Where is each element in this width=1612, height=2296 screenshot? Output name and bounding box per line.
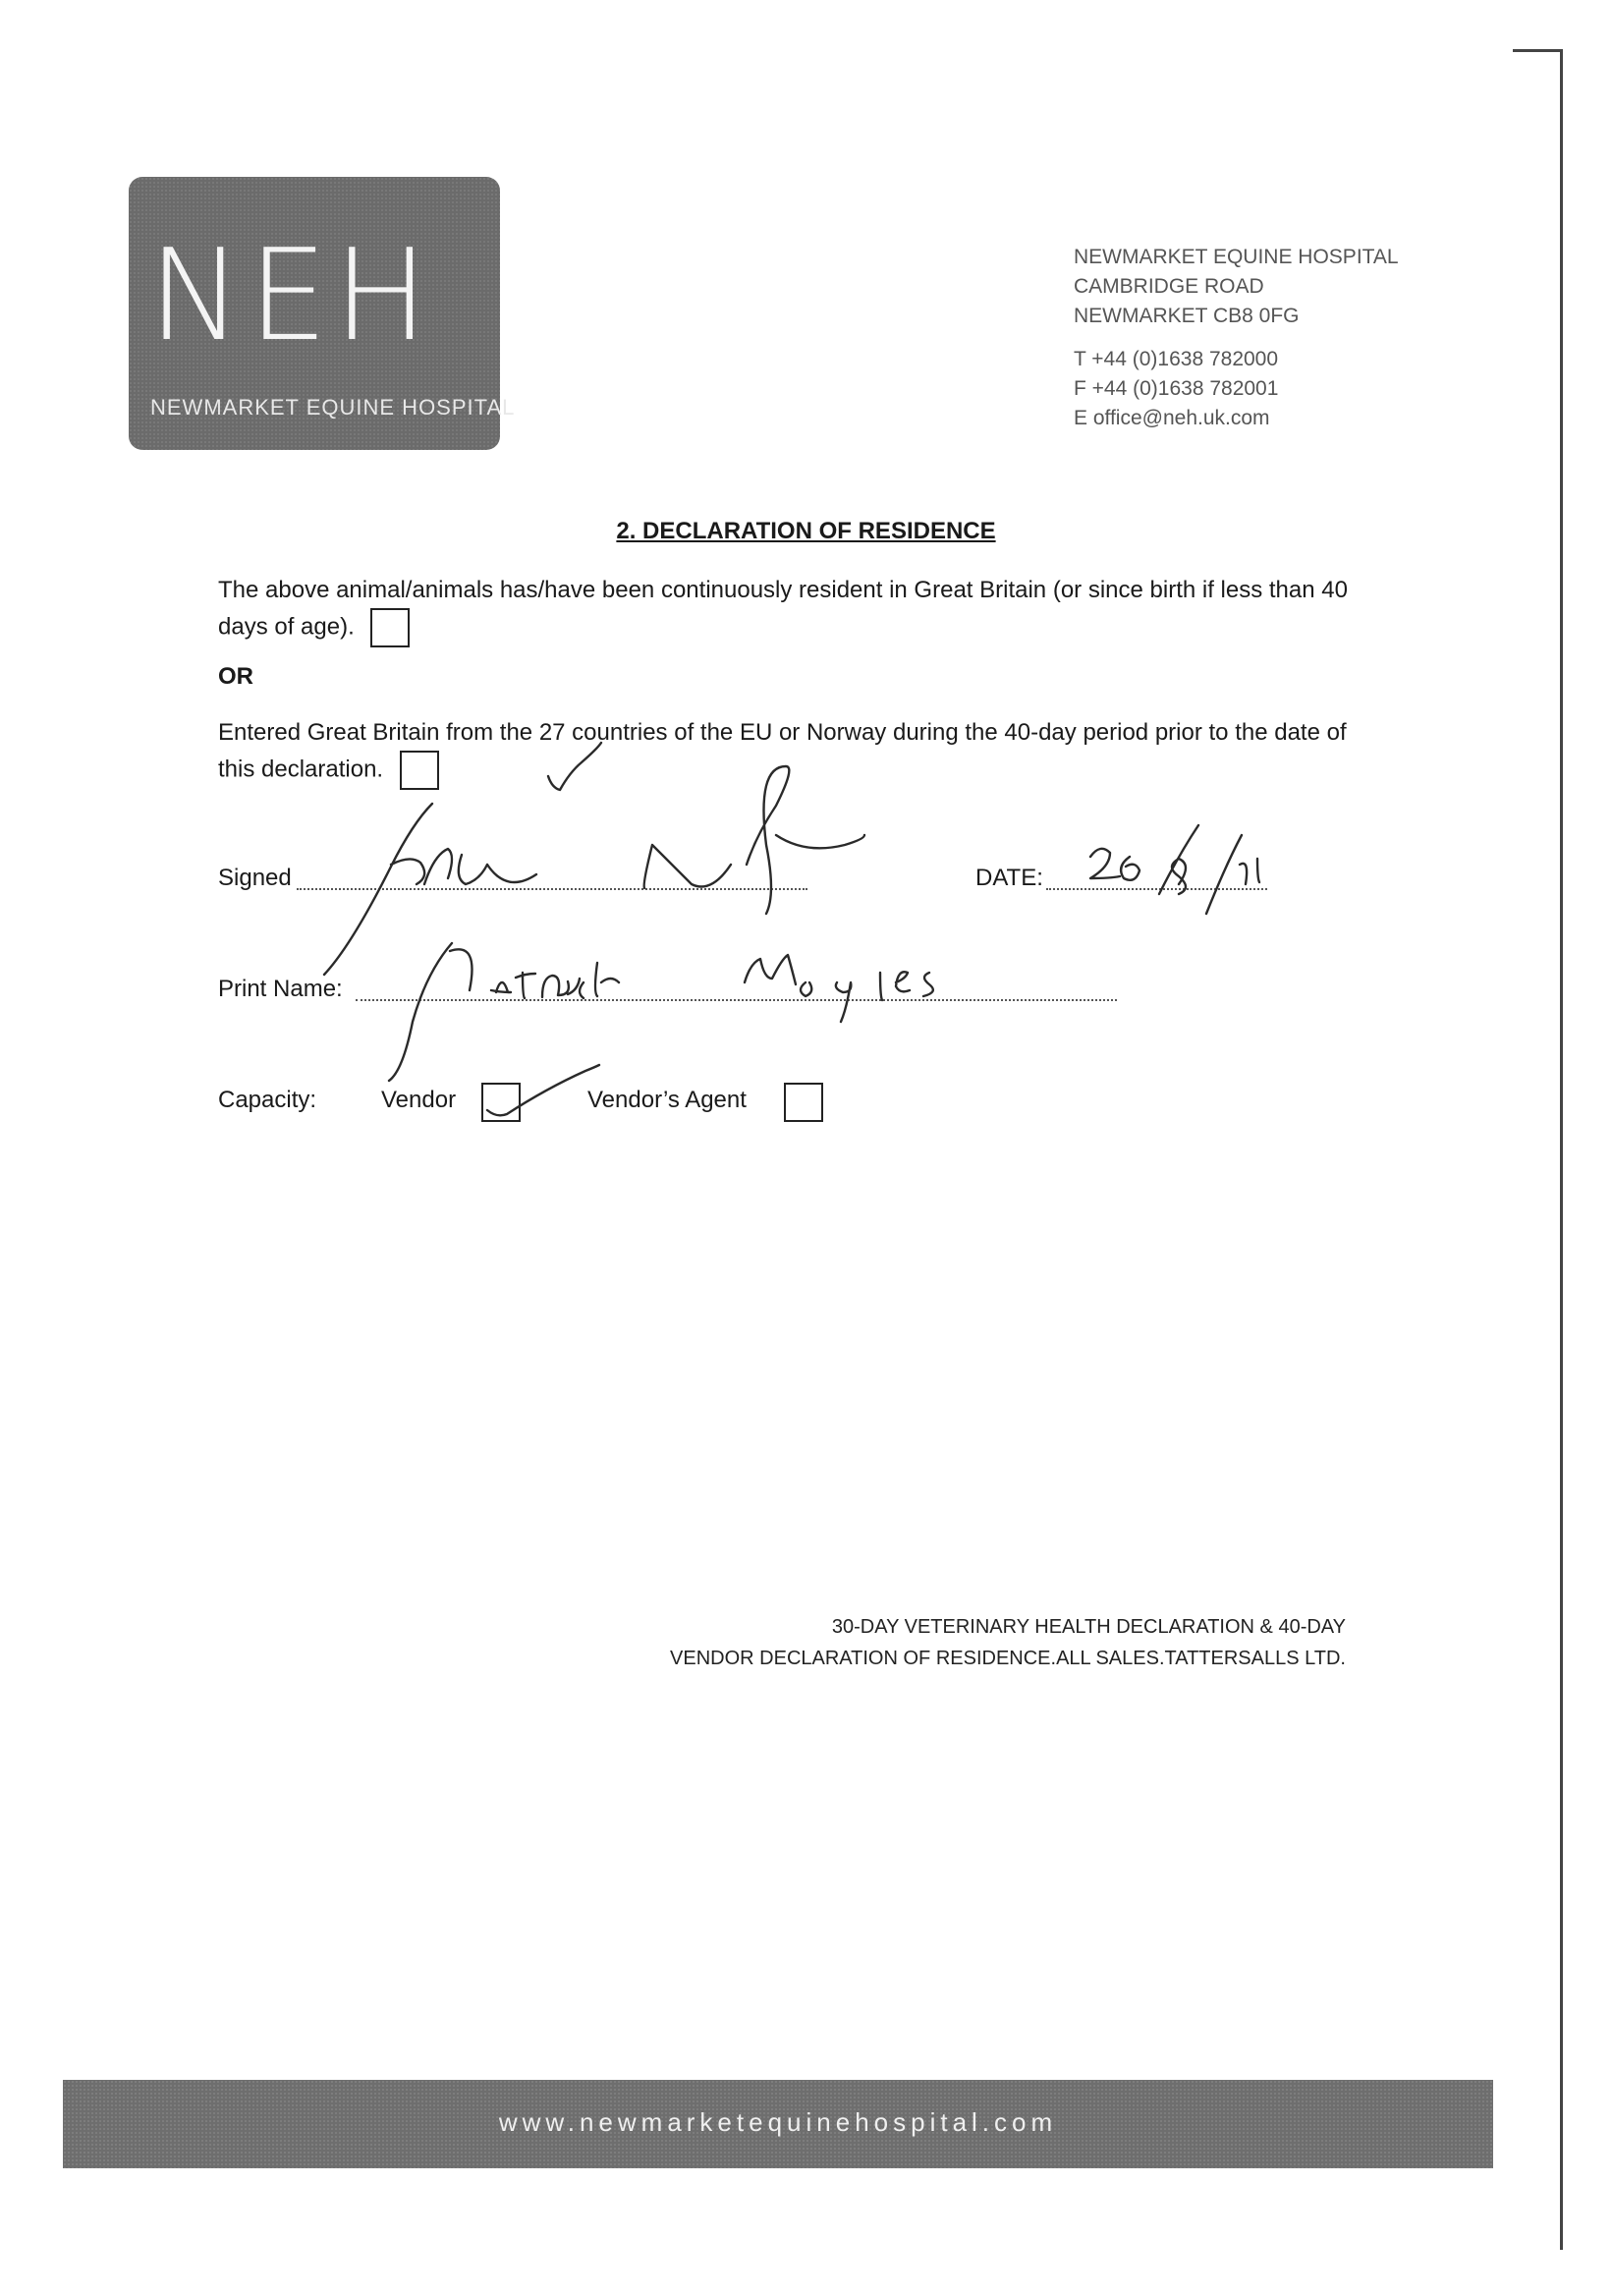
logo-letters: NEH (148, 223, 434, 369)
or-label: OR (218, 663, 253, 690)
vendor-agent-label: Vendor’s Agent (587, 1087, 747, 1113)
section-heading: 2. DECLARATION OF RESIDENCE (616, 518, 996, 544)
date-handwriting (1090, 825, 1259, 914)
footer-line-2: VENDOR DECLARATION OF RESIDENCE.ALL SALES.TATTERSALLS LTD. (670, 1648, 1346, 1669)
footer-note (550, 1611, 1346, 1674)
email-address: E office@neh.uk.com (1074, 407, 1270, 429)
fax-number: F +44 (0)1638 782001 (1074, 377, 1279, 400)
address-line-1: NEWMARKET EQUINE HOSPITAL (1074, 246, 1399, 268)
logo-subtitle: NEWMARKET EQUINE HOSPITAL (150, 395, 516, 420)
phone-number: T +44 (0)1638 782000 (1074, 348, 1279, 370)
option-entered-label: Entered Great Britain from the 27 countries of the EU or Norway during the 40-day period prior to the date of this declaration. (218, 719, 1347, 783)
capacity-label: Capacity: (218, 1087, 317, 1113)
signature-stroke (324, 766, 864, 975)
vendor-check-mark (487, 1065, 599, 1115)
print-name-handwriting (389, 943, 933, 1081)
signed-label: Signed (218, 865, 292, 891)
vendor-label: Vendor (381, 1087, 457, 1113)
date-label: DATE: (975, 865, 1043, 891)
option-resident-label: The above animal/animals has/have been continuously resident in Great Britain (or since birth if less than 40 days of age). (218, 577, 1348, 641)
website-url[interactable]: www.newmarketequinehospital.com (498, 2107, 1058, 2137)
print-name-label: Print Name: (218, 976, 343, 1002)
address-line-3: NEWMARKET CB8 0FG (1074, 305, 1300, 327)
entered-check-mark (548, 743, 601, 790)
website-banner (63, 2080, 1493, 2168)
address-line-2: CAMBRIDGE ROAD (1074, 275, 1264, 298)
footer-line-1: 30-DAY VETERINARY HEALTH DECLARATION & 40-DAY (831, 1616, 1346, 1638)
